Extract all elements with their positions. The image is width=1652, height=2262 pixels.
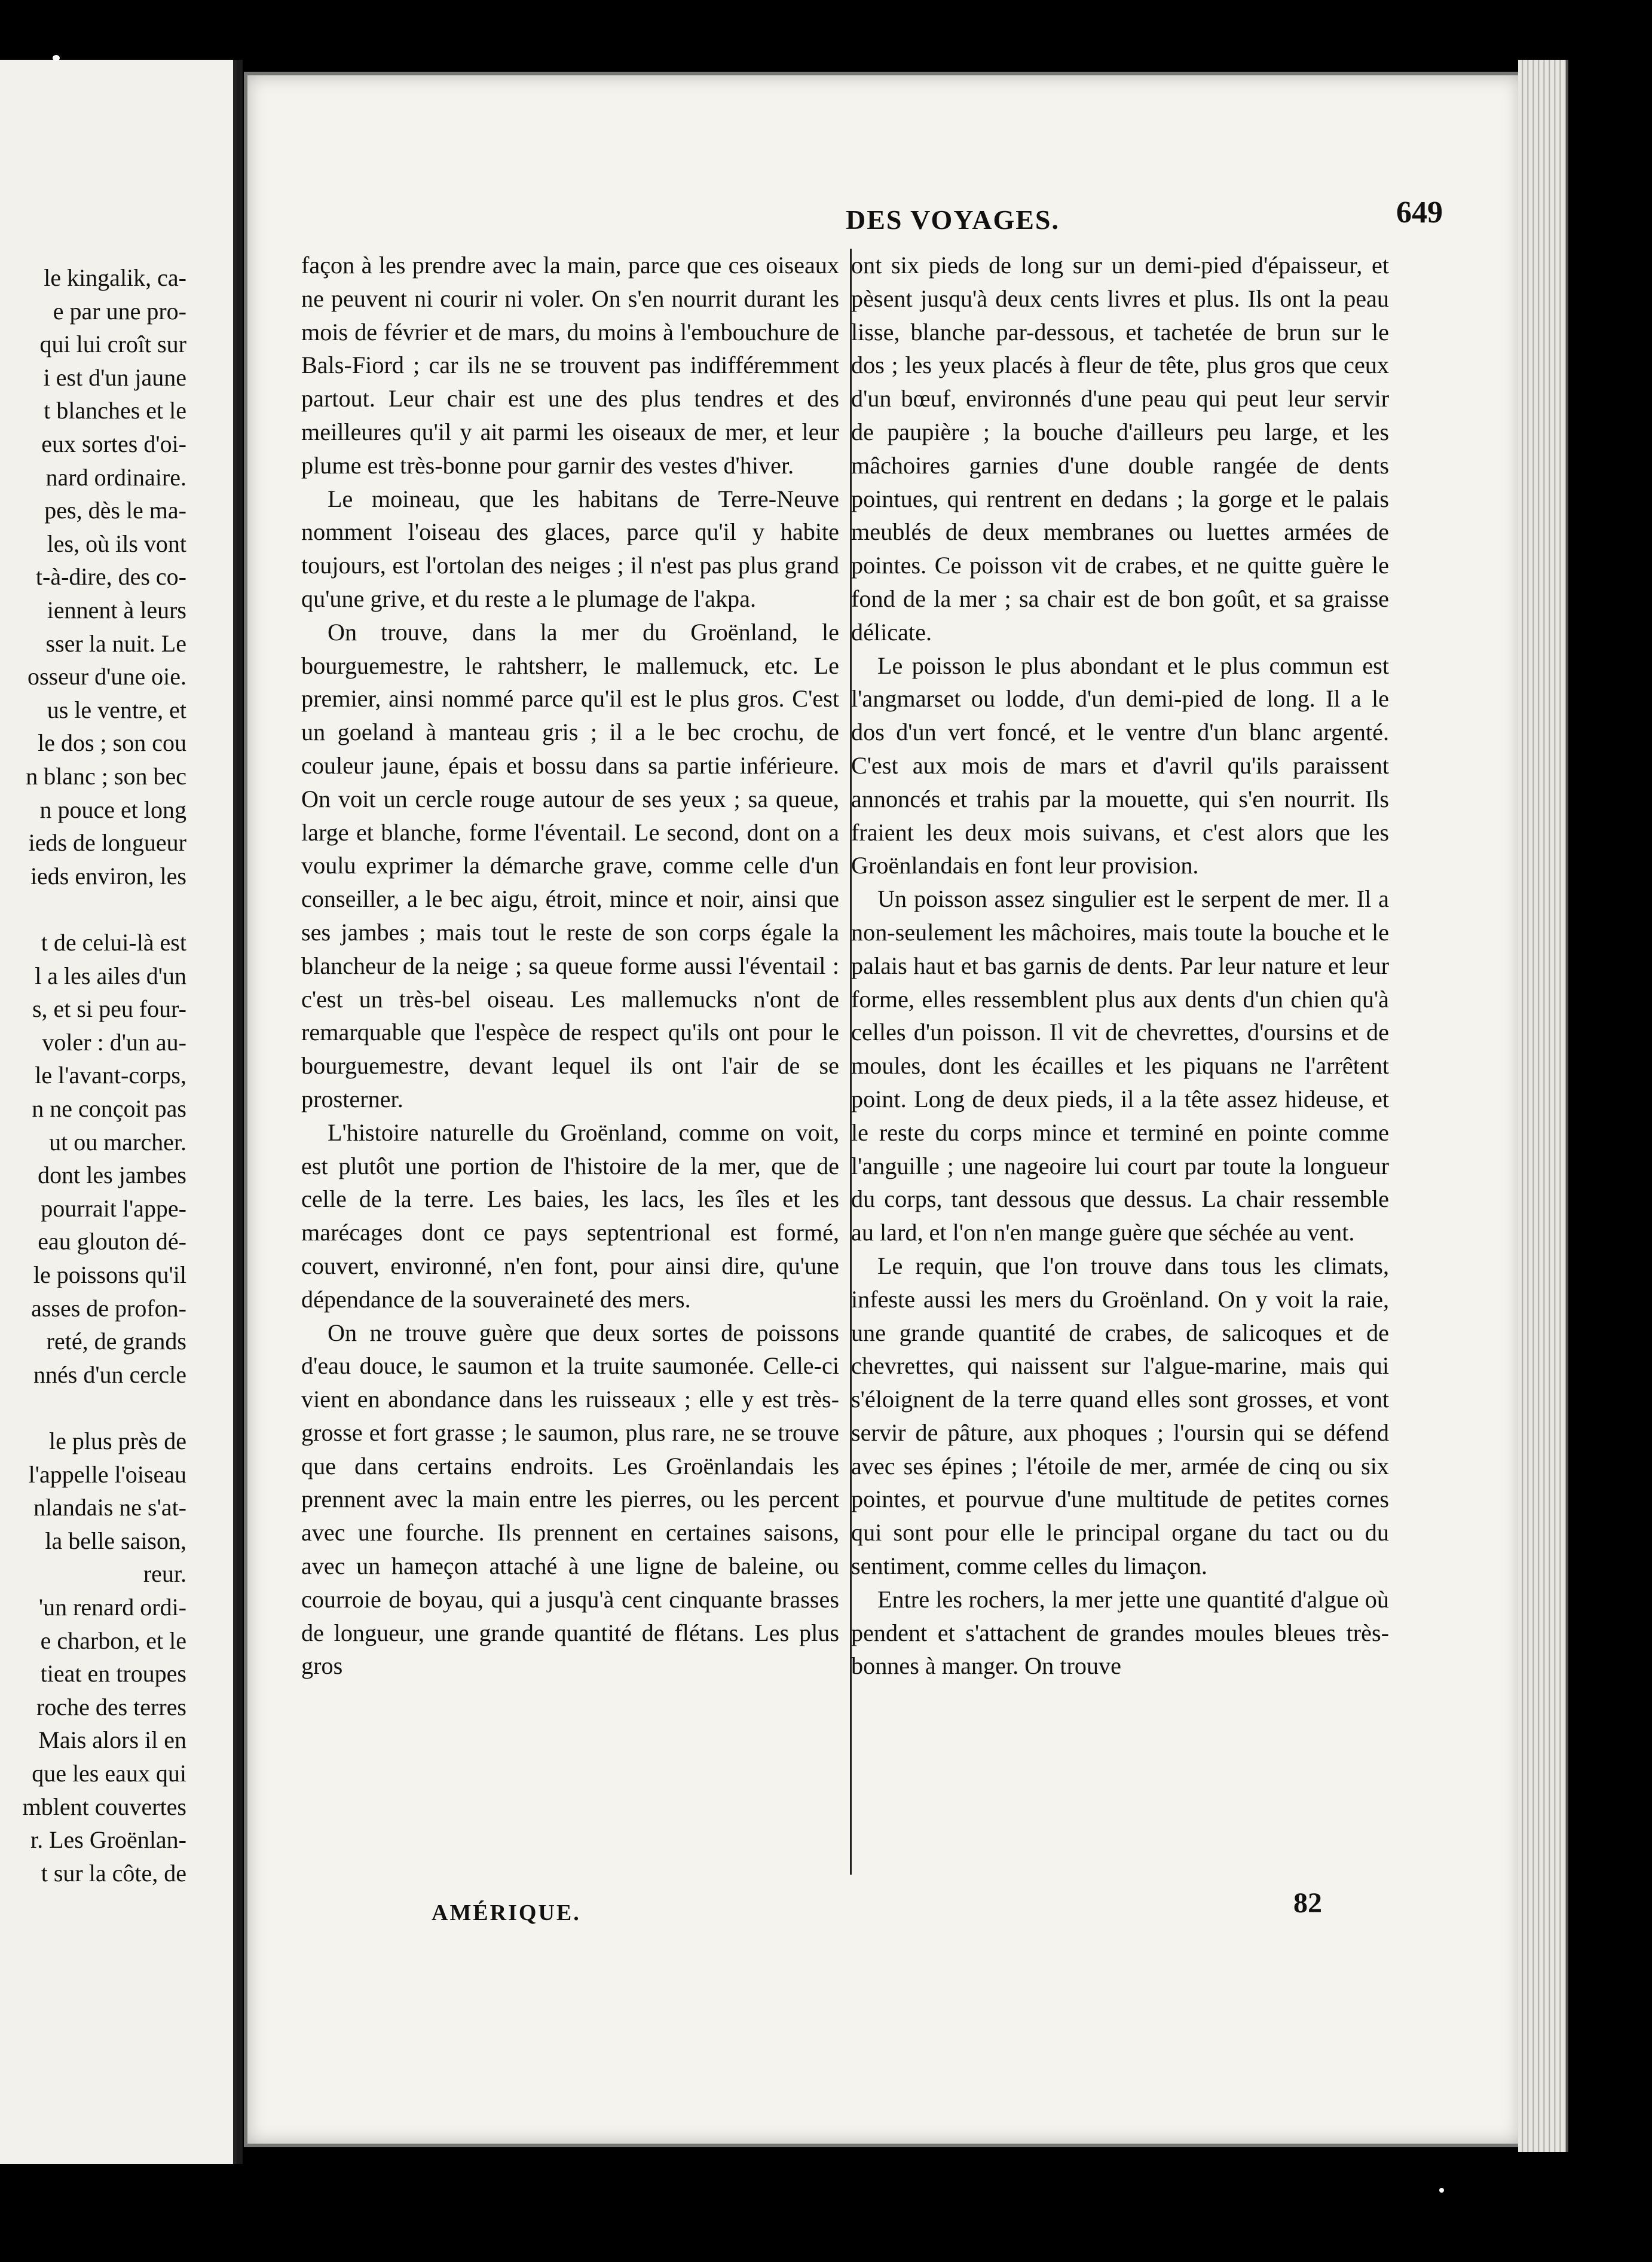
facing-page-line: roche des terres (36, 1693, 186, 1720)
facing-page-line: nnés d'un cercle (33, 1361, 186, 1388)
facing-page-line: l'appelle l'oiseau (28, 1460, 186, 1488)
facing-page-fragment (0, 60, 237, 2164)
facing-page-line: dont les jambes (38, 1161, 186, 1189)
sheet-number: 82 (1293, 1887, 1322, 1919)
facing-page-line: osseur d'une oie. (27, 663, 186, 690)
facing-page-line: le kingalik, ca- (44, 264, 186, 291)
facing-page-line: que les eaux qui (32, 1760, 186, 1787)
book-page (244, 72, 1524, 2147)
page-number: 649 (1396, 195, 1443, 230)
facing-page-line: pes, dès le ma- (44, 497, 186, 524)
facing-page-line: s, et si peu four- (32, 995, 186, 1023)
facing-page-line: sser la nuit. Le (45, 629, 186, 657)
facing-page-line: le poissons qu'il (33, 1261, 186, 1288)
facing-page-line: ieds de longueur (28, 829, 186, 857)
facing-page-line: e par une pro- (53, 297, 186, 325)
paragraph: On ne trouve guère que deux sortes de poissons d'eau douce, le saumon et la truite saumonée. Celle-ci vient en abondance dans les ruisseaux ; elle y est très-grosse et fort grasse ; le saumon, plus rare, ne se trouve que dans certains endroits. Les Groënlandais les prennent avec la main entre les pierres, ou les percent avec une fourche. Ils prennent en certaines saisons, avec un hameçon attaché à une ligne de baleine, ou courroie de boyau, qui a jusqu'à cent cinquante brasses de longueur, une grande quantité de flétans. Les plus gros (301, 1319, 839, 1680)
facing-page-line: le dos ; son cou (38, 729, 186, 757)
facing-page-line: asses de profon- (31, 1294, 186, 1322)
facing-page-line: t de celui-là est (41, 929, 186, 956)
text-column-left (301, 249, 839, 1683)
facing-page-line: eux sortes d'oi- (41, 430, 186, 457)
facing-page-line: us le ventre, et (47, 696, 186, 723)
paragraph: ont six pieds de long sur un demi-pied d'épaisseur, et pèsent jusqu'à deux cents livres et plus. Ils ont la peau lisse, blanche par-dessous, et tachetée de brun sur le dos ; les yeux placés à fleur de tête, plus gros que ceux d'un bœuf, environnés d'une peau qui peut leur servir de paupière ; la bouche d'ailleurs peu large, et les mâchoires garnies d'une double rangée de dents pointues, qui rentrent en dedans ; la gorge et le palais meublés de deux membranes ou luettes armées de pointes. Ce poisson vit de crabes, et ne quitte guère le fond de la mer ; sa chair est de bon goût, et sa graisse délicate. (851, 252, 1389, 646)
facing-page-line: Mais alors il en (38, 1726, 186, 1754)
facing-page-line: ieds environ, les (30, 862, 186, 889)
signature-mark: AMÉRIQUE. (432, 1900, 581, 1925)
facing-page-line: reur. (143, 1560, 186, 1588)
facing-page-line: reté, de grands (46, 1328, 186, 1355)
running-head: DES VOYAGES. (846, 204, 1060, 235)
facing-page-line: i est d'un jaune (43, 363, 186, 391)
facing-page-line: le plus près de (49, 1427, 186, 1454)
facing-page-line: l a les ailes d'un (35, 962, 186, 989)
facing-page-line: la belle saison, (45, 1527, 186, 1554)
paragraph: Le poisson le plus abondant et le plus commun est l'angmarset ou lodde, d'un demi-pied de long. Il a le dos d'un vert foncé, et le ventre d'un blanc argenté. C'est aux mois de mars et d'avril qu'ils paraissent annoncés et trahis par la mouette, qui s'en nourrit. Ils fraient les deux mois suivans, et c'est alors que les Groënlandais en font leur provision. (851, 652, 1389, 879)
facing-page-line: le l'avant-corps, (35, 1062, 186, 1089)
facing-page-line: eau glouton dé- (38, 1228, 186, 1255)
facing-page-line: tieat en troupes (40, 1660, 186, 1688)
dust-speck (53, 55, 60, 61)
facing-page-line: pourrait l'appe- (41, 1194, 186, 1222)
facing-page-line: n blanc ; son bec (26, 763, 186, 790)
facing-page-line: t-à-dire, des co- (35, 563, 186, 591)
facing-page-line: mblent couvertes (22, 1793, 186, 1820)
facing-page-line: r. Les Groënlan- (30, 1826, 186, 1854)
dust-speck (1439, 2188, 1444, 2193)
book-gutter (237, 60, 243, 2164)
paragraph: façon à les prendre avec la main, parce que ces oiseaux ne peuvent ni courir ni voler. On s'en nourrit durant les mois de février et de mars, du moins à l'embouchure de Bals-Fiord ; car ils ne se trouvent pas indifféremment partout. Leur chair est une des plus tendres et des meilleures qu'il y ait parmi les oiseaux de mer, et leur plume est très-bonne pour garnir des vestes d'hiver. (301, 252, 839, 479)
facing-page-line: les, où ils vont (47, 530, 186, 557)
text-column-right (851, 249, 1389, 1683)
paragraph: Le requin, que l'on trouve dans tous les climats, infeste aussi les mers du Groënland. On y voit la raie, une grande quantité de crabes, de salicoques et de chevrettes, qui naissent sur l'algue-marine, mais qui s'éloignent de la terre quand elles sont grosses, et vont servir de pâture, aux phoques ; l'oursin qui se défend avec ses épines ; l'étoile de mer, armée de cinq ou six pointes, et pourvue d'une multitude de petites cornes qui sont pour elle le principal organe du tact ou du sentiment, comme celles du limaçon. (851, 1252, 1389, 1580)
facing-page-line: 'un renard ordi- (38, 1594, 186, 1621)
facing-page-line: n pouce et long (39, 796, 186, 823)
paragraph: On trouve, dans la mer du Groënland, le bourguemestre, le rahtsherr, le mallemuck, etc. Le premier, ainsi nommé parce qu'il est le plus gros. C'est un goeland à manteau gris ; il a le bec crochu, de couleur jaune, épais et bossu dans sa partie inférieure. On voit un cercle rouge autour de ses yeux ; sa queue, large et blanche, forme l'éventail. Le second, dont on a voulu exprimer la démarche grave, comme celle d'un conseiller, a le bec aigu, étroit, mince et noir, ainsi que ses jambes ; mais tout le reste de son corps égale la blancheur de la neige ; sa queue forme aussi l'éventail : c'est un très-bel oiseau. Les mallemucks n'ont de remarquable que l'espèce de respect qu'ils ont pour le bourguemestre, devant lequel ils ont l'air de se prosterner. (301, 618, 839, 1112)
facing-page-line: ut ou marcher. (49, 1128, 186, 1156)
page-edges (1518, 60, 1568, 2152)
facing-page-line: voler : d'un au- (42, 1028, 186, 1056)
paragraph: Un poisson assez singulier est le serpent de mer. Il a non-seulement les mâchoires, mais toute la bouche et le palais haut et bas garnis de dents. Par leur nature et leur forme, elles ressemblent plus aux dents d'un chien qu'à celles d'un poisson. Il vit de chevrettes, d'oursins et de moules, dont les écailles et les piquans ne l'arrêtent point. Long de deux pieds, il a la tête assez hideuse, et le reste du corps mince et terminé en pointe comme l'anguille ; une nageoire lui court par toute la longueur du corps, tant dessous que dessus. La chair ressemble au lard, et l'on n'en mange guère que séchée au vent. (851, 885, 1389, 1246)
facing-page-line: nlandais ne s'at- (33, 1494, 186, 1521)
paragraph: L'histoire naturelle du Groënland, comme on voit, est plutôt une portion de l'histoire de la mer, que de celle de la terre. Les baies, les lacs, les îles et les marécages dont ce pays septentrional est formé, couvert, environné, n'en font, pour ainsi dire, qu'une dépendance de la souveraineté des mers. (301, 1118, 839, 1313)
facing-page-line: nard ordinaire. (45, 463, 186, 491)
facing-page-line: t sur la côte, de (41, 1859, 186, 1887)
facing-page-line: iennent à leurs (47, 597, 186, 623)
paragraph: Le moineau, que les habitans de Terre-Neuve nomment l'oiseau des glaces, parce qu'il y habite toujours, est l'ortolan des neiges ; il n'est pas plus grand qu'une grive, et du reste a le plumage de l'akpa. (301, 485, 839, 612)
paragraph: Entre les rochers, la mer jette une quantité d'algue où pendent et s'attachent de grandes moules bleues très-bonnes à manger. On trouve (851, 1585, 1389, 1680)
facing-page-line: e charbon, et le (40, 1627, 186, 1654)
facing-page-line: t blanches et le (44, 397, 186, 424)
facing-page-line: n ne conçoit pas (32, 1095, 186, 1122)
facing-page-line: qui lui croît sur (39, 331, 186, 358)
